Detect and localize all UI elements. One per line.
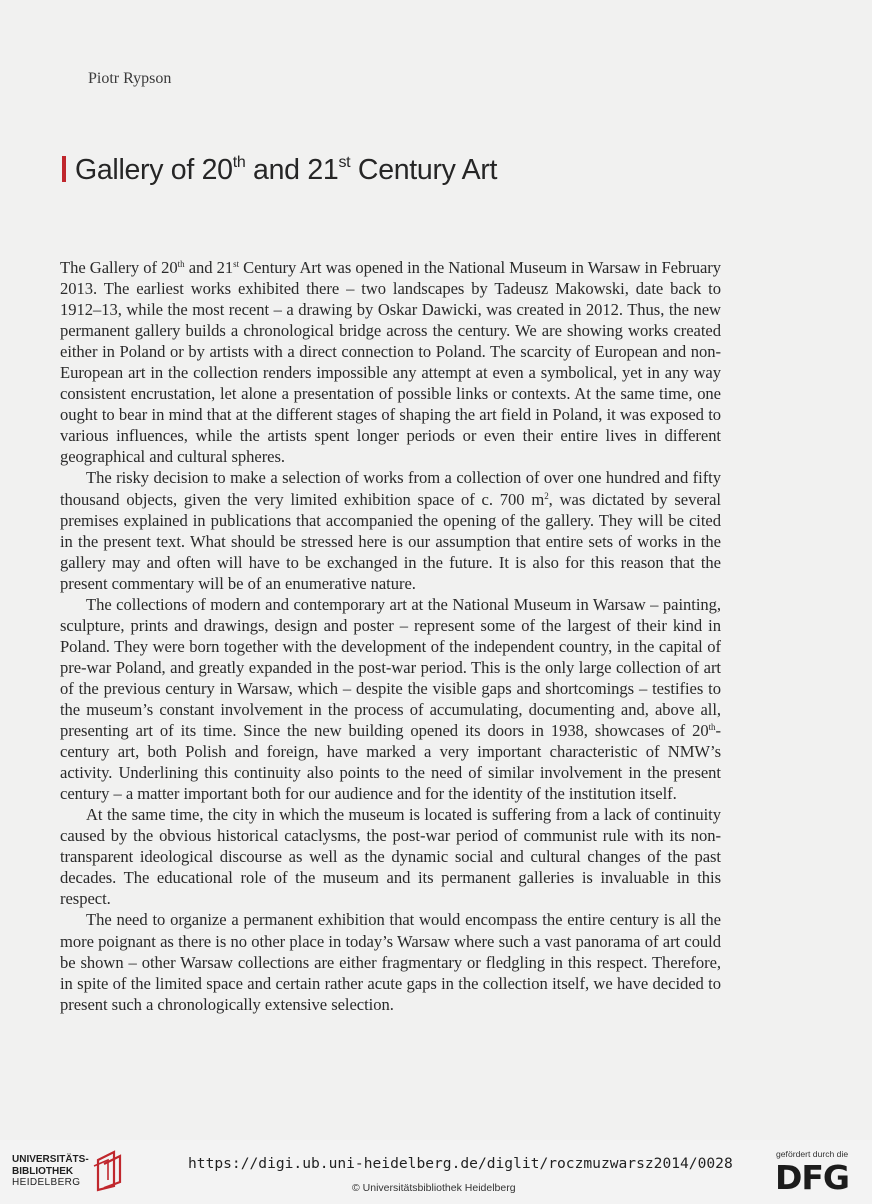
permalink-url[interactable]: https://digi.ub.uni-heidelberg.de/diglit/roczmuzwarsz2014/0028	[188, 1155, 733, 1172]
logo-line-1: UNIVERSITÄTS-	[12, 1154, 89, 1165]
dfg-caption: gefördert durch die	[776, 1149, 849, 1159]
paragraph-3-sup: th	[708, 722, 716, 733]
author-name: Piotr Rypson	[88, 70, 172, 87]
article-body	[60, 257, 721, 1015]
paragraph-3	[60, 594, 721, 804]
paragraph-1	[60, 257, 721, 467]
paragraph-2-sup: 2	[544, 490, 549, 501]
title-sup1: th	[232, 154, 246, 171]
paragraph-2-text-a: The risky decision to make a selection of works from a collection of over one hundred and fifty thousand objects, given the very limited exhibition space of c. 700 m	[60, 468, 721, 509]
digitization-footer	[0, 1140, 872, 1204]
paragraph-5: The need to organize a permanent exhibition that would encompass the entire century is all the more poignant as there is no other place in today’s Warsaw where such a vast panorama of art could be shown – other Warsaw collections are either fragmentary or fledgling in this respect. Therefore, in spite of the limited space and certain rather acute gaps in the collection itself, we have decided to present such a chronologically extensive selection.	[60, 910, 721, 1014]
paragraph-1-text-c: Century Art was opened in the National Museum in Warsaw in February 2013. The earliest works exhibited there – two landscapes by Tadeusz Makowski, date back to 1912–13, while the most recent – a drawing by Oskar Dawicki, was created in 2012. Thus, the new permanent gallery builds a chronological bridge across the century. We are showing works created either in Poland or by artists with a direct connection to Poland. The scarcity of European and non-European art in the collection renders impossible any attempt at even a symbolical, yet in any way consistent encrustation, let alone a presentation of possible links or contexts. At the same time, one ought to bear in mind that at the different stages of shaping the art field in Poland, it was exposed to various influences, while the artists spent longer periods or even their entire lives in different geographical and cultural spheres.	[60, 258, 721, 467]
paragraph-1-text-a: The Gallery of 20	[60, 258, 178, 277]
page-title	[62, 154, 497, 187]
title-part2: and 21	[245, 154, 339, 186]
logo-text	[12, 1154, 89, 1189]
paragraph-3-text-b: -century art, both Polish and foreign, have marked a very important characteristic of NMW’s activity. Underlining this continuity also points to the need of similar involvement in the present century – a matter important both for our audience and for the identity of the institution itself.	[60, 721, 721, 804]
copyright-notice: © Universitätsbibliothek Heidelberg	[352, 1182, 516, 1194]
title-sup2: st	[338, 154, 351, 171]
paragraph-3-text-a: The collections of modern and contemporary art at the National Museum in Warsaw – painting, sculpture, prints and drawings, design and poster – represent some of the largest of their kind in Poland. They were born together with the development of the independent country, in the capital of pre-war Poland, and greatly expanded in the post-war period. This is the only large collection of art of the previous century in Warsaw, which – despite the visible gaps and shortcomings – testifies to the museum’s constant involvement in the process of accumulating, documenting and, above all, presenting art of its time. Since the new building opened its doors in 1938, showcases of 20	[60, 594, 721, 741]
paragraph-1-text-b: and 21	[184, 258, 234, 277]
logo-line-2: BIBLIOTHEK	[12, 1165, 74, 1177]
paragraph-1-sup-th: th	[177, 259, 185, 269]
title-part3: Century Art	[350, 154, 498, 186]
dfg-logo[interactable]: DFG	[775, 1158, 850, 1197]
paragraph-1-sup-st: st	[233, 259, 240, 269]
logo-line-3: HEIDELBERG	[12, 1177, 81, 1188]
ub-logo-mark-icon	[92, 1146, 126, 1192]
title-accent-bar	[62, 156, 66, 182]
paragraph-4: At the same time, the city in which the museum is located is suffering from a lack of continuity caused by the obvious historical cataclysms, the post-war period of communist rule with its non-transparent ideological discourse as well as the dynamic social and cultural changes of the past decades. The educational role of the museum and its permanent galleries is invaluable in this respect.	[60, 805, 721, 909]
title-part1: Gallery of 20	[75, 154, 233, 186]
paragraph-2	[60, 467, 721, 593]
paragraph-2-text-b: , was dictated by several premises explained in publications that accompanied the opening of the gallery. They will be cited in the present text. What should be stressed here is our assumption that entire sets of works in the gallery may and often will have to be exchanged in the future. It is also for this reason that the present commentary will be of an enumerative nature.	[60, 489, 721, 593]
